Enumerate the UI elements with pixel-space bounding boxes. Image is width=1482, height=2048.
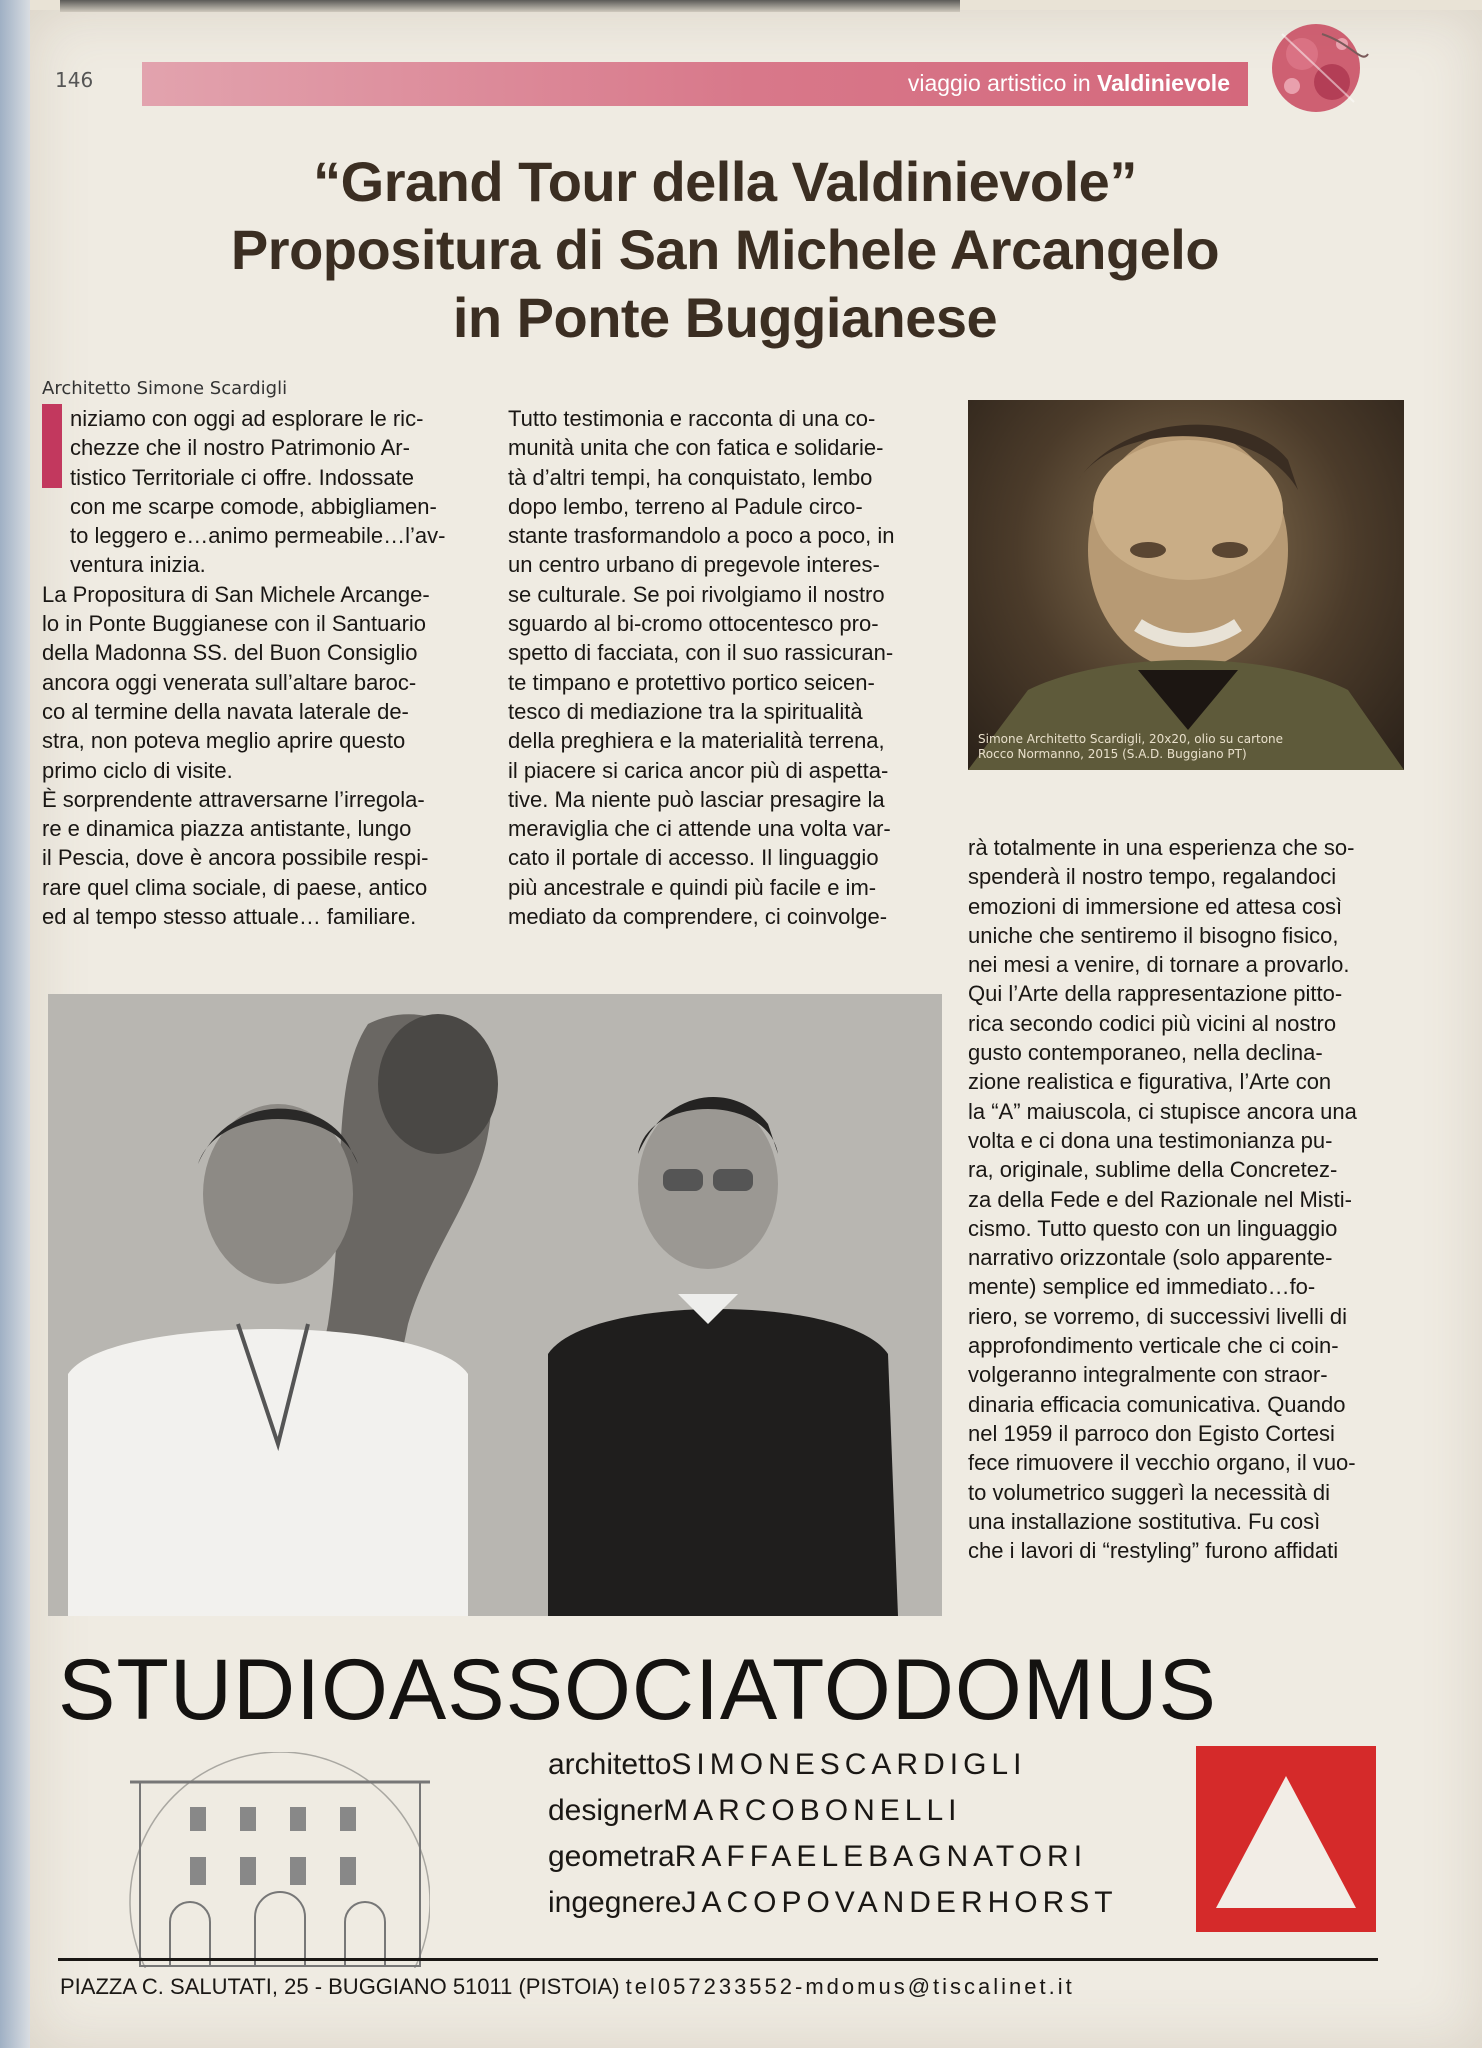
team-role: ingegnere <box>548 1886 682 1919</box>
paragraph-4: Tutto testimonia e racconta di una co- munità unita che con fatica e solidarie- tà d’altri tempi, ha conquistato, lembo dopo lembo, terreno al Padule circo- stante trasformandolo a poco a poco, in un centro urbano di pregevole interes- se culturale. Se poi rivolgiamo il nostro sguardo al bi-cromo ottocentesco pro- spetto di facciata, con il suo rassicuran- te timpano e protettivo portico seicen- tesco di mediazione tra la spiritualità della preghiera e la materialità terrena, il piacere si carica ancor più di aspetta- tive. Ma niente può lasciar presagire la meraviglia che ci attende una volta var- cato il portale di accesso. Il linguaggio più ancestrale e quindi più facile e im- mediato da comprendere, ci coinvolge- <box>508 406 895 930</box>
archive-photo <box>48 994 942 1616</box>
paragraph-1: niziamo con oggi ad esplorare le ric- chezze che il nostro Patrimonio Ar- tistico Territoriale ci offre. Indossate con me scarpe comode, abbigliamen- to leggero e…animo permeabile…l’av- ventura inizia. <box>70 406 446 578</box>
portrait-figure-icon <box>968 400 1404 770</box>
team-member-1 <box>548 1742 1118 1788</box>
team-role: geometra <box>548 1840 675 1873</box>
article-column-3 <box>968 833 1408 1565</box>
paragraph-3: È sorprendente attraversarne l’irregola- re e dinamica piazza antistante, lungo il Pescia, dove è ancora possibile respi- rare quel clima sociale, di paese, antico ed al tempo stesso attuale… familiare. <box>42 786 429 930</box>
studio-team-list <box>548 1742 1118 1926</box>
team-member-4 <box>548 1880 1118 1926</box>
building-drawing-icon <box>110 1752 430 1968</box>
studio-footer <box>60 1974 1075 2000</box>
paragraph-5: rà totalmente in una esperienza che so- spenderà il nostro tempo, regalandoci emozioni di immersione ed attesa così uniche che sentiremo il bisogno fisico, nei mesi a venire, di tornare a provarlo. Qui l’Arte della rappresentazione pitto- rica secondo codici più vicini al nostro gusto contemporaneo, nella declina- zione realistica e figurativa, l’Arte con la “A” maiuscola, ci stupisce ancora una volta e ci dona una testimonianza pu- ra, originale, sublime della Concretez- za della Fede e del Razionale nel Misti- cismo. Tutto questo con un linguaggio narrativo orizzontale (solo apparente- mente) semplice ed immediato…fo- riero, se vorremo, di successivi livelli di approfondimento verticale che ci coin- volgeranno integralmente con straor- dinaria efficacia comunicativa. Quando nel 1959 il parroco don Egisto Cortesi fece rimuovere il vecchio organo, il vuo- to volumetrico suggerì la necessità di una installazione sostitutiva. Fu così che i lavori di “restyling” furono affidati <box>968 835 1357 1564</box>
article-byline: Architetto Simone Scardigli <box>42 378 288 399</box>
title-line-2: Propositura di San Michele Arcangelo <box>230 218 1220 281</box>
article-column-2 <box>508 404 948 931</box>
section-prefix: viaggio artistico in <box>907 70 1091 96</box>
page-number: 146 <box>55 68 94 92</box>
section-header-text <box>908 70 1230 97</box>
team-name: SIMONESCARDIGLI <box>671 1748 1027 1781</box>
footer-rule <box>58 1958 1378 1961</box>
studio-name: STUDIOASSOCIATODOMUS <box>58 1642 1217 1738</box>
archive-photo-figures-icon <box>48 994 942 1616</box>
article-column-1 <box>42 404 482 931</box>
title-line-3: in Ponte Buggianese <box>452 286 998 349</box>
portrait-caption: Simone Architetto Scardigli, 20x20, olio su cartone Rocco Normanno, 2015 (S.A.D. Buggiano PT) <box>978 732 1284 761</box>
team-role: architetto <box>548 1748 672 1781</box>
previous-page-strip <box>60 0 960 12</box>
team-name: MARCOBONELLI <box>663 1794 962 1827</box>
page-left-edge <box>0 0 30 2048</box>
studio-contact: tel057233552-mdomus@tiscalinet.it <box>625 1974 1075 1999</box>
team-name: JACOPOVANDERHORST <box>681 1886 1118 1919</box>
article-title <box>60 148 1390 352</box>
studio-address: PIAZZA C. SALUTATI, 25 - BUGGIANO 51011 (PISTOIA) <box>60 1974 620 1999</box>
section-place: Valdinievole <box>1097 70 1230 96</box>
team-member-2 <box>548 1788 1118 1834</box>
paragraph-2: La Propositura di San Michele Arcange- lo in Ponte Buggianese con il Santuario della Madonna SS. del Buon Consiglio ancora oggi venerata sull’altare baroc- co al termine della navata laterale de- stra, non poteva meglio aprire questo primo ciclo di visite. <box>42 581 430 783</box>
title-line-1: “Grand Tour della Valdinievole” <box>313 150 1137 213</box>
magazine-logo-icon <box>1262 14 1374 118</box>
team-role: designer <box>548 1794 664 1827</box>
studio-logo <box>1196 1746 1376 1932</box>
section-header-band <box>142 62 1248 106</box>
portrait-painting <box>968 400 1404 770</box>
team-name: RAFFAELEBAGNATORI <box>674 1840 1088 1873</box>
triangle-logo-icon <box>1196 1746 1376 1932</box>
team-member-3 <box>548 1834 1118 1880</box>
